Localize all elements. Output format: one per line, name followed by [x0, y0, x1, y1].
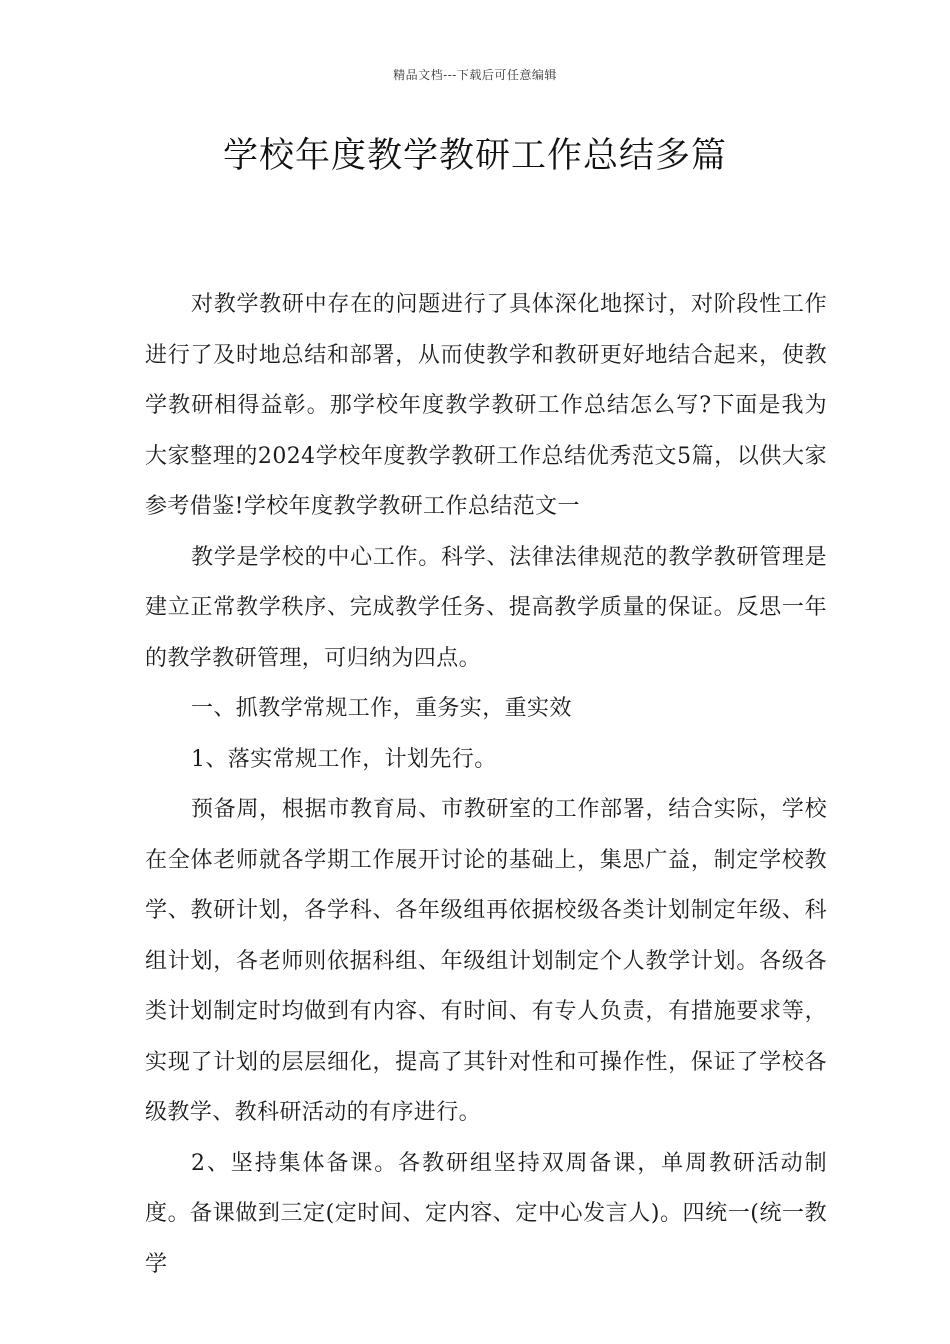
document-body — [145, 280, 827, 1290]
page-header-note: 精品文档---下载后可任意编辑 — [393, 68, 557, 82]
paragraph-planning-details: 预备周，根据市教育局、市教研室的工作部署，结合实际，学校在全体老师就各学期工作展开讨论的基础上，集思广益，制定学校教学、教研计划，各学科、各年级组再依据校级各类计划制定年级、科组计划，各老师则依据科组、年级组计划制定个人教学计划。各级各类计划制定时均做到有内容、有时间、有专人负责，有措施要求等，实现了计划的层层细化，提高了其针对性和可操作性，保证了学校各级教学、教科研活动的有序进行。 — [145, 797, 827, 1125]
paragraph-intro: 对教学教研中存在的问题进行了具体深化地探讨，对阶段性工作进行了及时地总结和部署，从而使教学和教研更好地结合起来，使教学教研相得益彰。那学校年度教学教研工作总结怎么写?下面是我为大家整理的2024学校年度教学教研工作总结优秀范文5篇，以供大家参考借鉴!学校年度教学教研工作总结范文一 — [145, 292, 827, 519]
document-title: 学校年度教学教研工作总结多篇 — [222, 136, 727, 176]
subsection-heading-planning: 1、落实常规工作，计划先行。 — [191, 746, 497, 772]
paragraph-teaching-center: 教学是学校的中心工作。科学、法律法律规范的教学教研管理是建立正常教学秩序、完成教学任务、提高教学质量的保证。反思一年的教学教研管理，可归纳为四点。 — [145, 544, 827, 671]
paragraph-collective-lesson-prep: 2、坚持集体备课。各教研组坚持双周备课，单周教研活动制度。备课做到三定(定时间、定内容、定中心发言人)。四统一(统一教学 — [145, 1150, 827, 1277]
section-heading-routine-work: 一、抓教学常规工作，重务实，重实效 — [191, 696, 572, 721]
